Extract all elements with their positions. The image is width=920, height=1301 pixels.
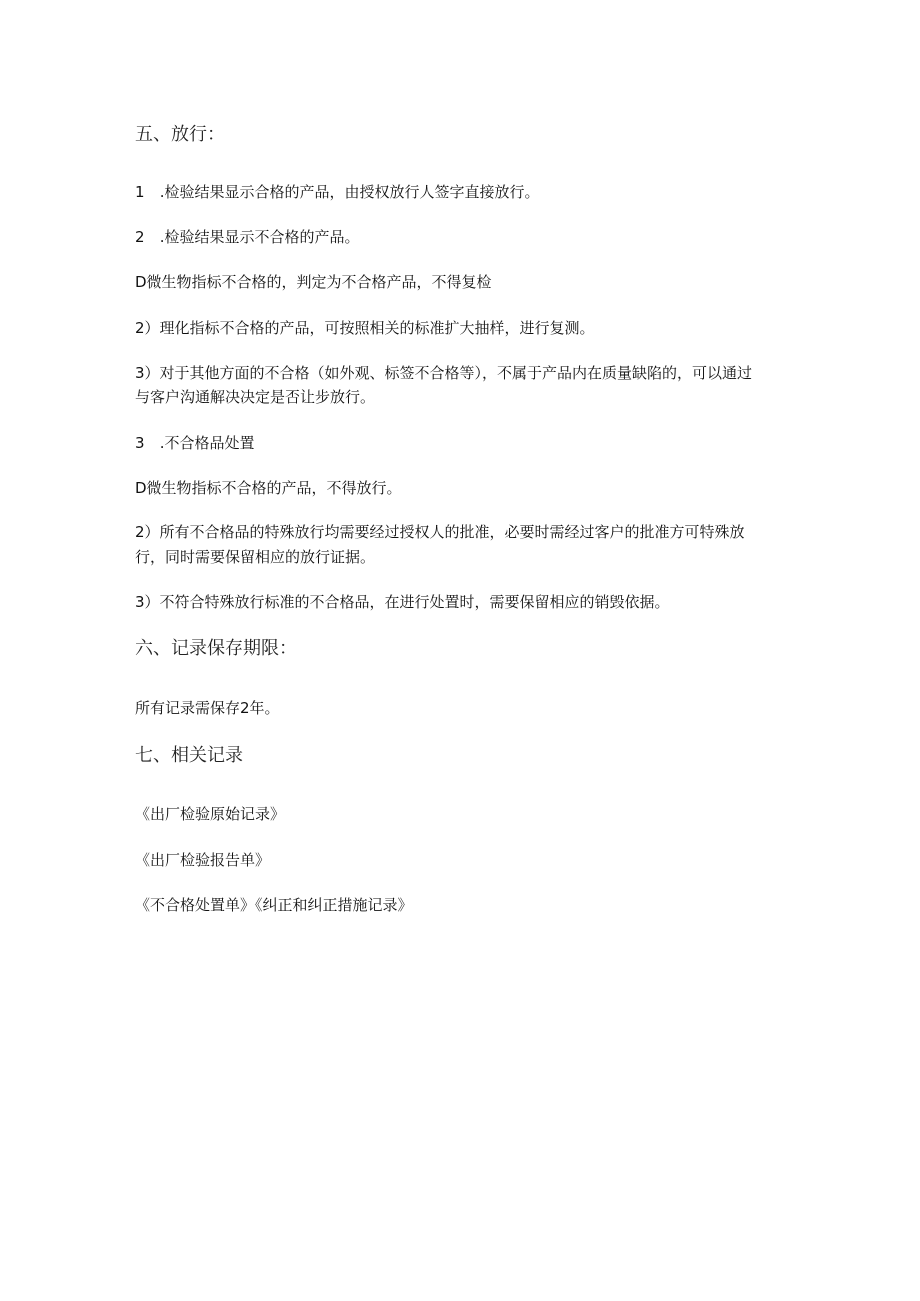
record-item-2: 《出厂检验报告单》: [135, 851, 271, 869]
release-item-3-sub-2-line-1: 2）所有不合格品的特殊放行均需要经过授权人的批准，必要时需经过客户的批准方可特殊放: [135, 523, 745, 541]
release-item-3-sub-1: D微生物指标不合格的产品，不得放行。: [135, 479, 402, 497]
release-item-2-sub-2: 2）理化指标不合格的产品，可按照相关的标准扩大抽样，进行复测。: [135, 319, 595, 337]
release-item-3-sub-2-line-2: 行，同时需要保留相应的放行证据。: [135, 548, 376, 566]
release-item-2: [135, 226, 360, 248]
record-item-1: 《出厂检验原始记录》: [135, 805, 286, 823]
section-heading-records: 七、相关记录: [135, 745, 243, 766]
section-heading-retention: 六、记录保存期限：: [135, 638, 297, 659]
release-item-3: [135, 432, 255, 454]
release-item-3-number: 3: [135, 434, 145, 452]
release-item-3-text: .不合格品处置: [159, 434, 255, 452]
release-item-3-sub-3: 3）不符合特殊放行标准的不合格品，在进行处置时，需要保留相应的销毁依据。: [135, 593, 670, 611]
release-item-2-text: .检验结果显示不合格的产品。: [159, 228, 360, 246]
release-item-1-text: .检验结果显示合格的产品，由授权放行人签字直接放行。: [159, 183, 540, 201]
record-item-3: 《不合格处置单》《纠正和纠正措施记录》: [135, 896, 413, 914]
release-item-2-sub-3-line-1: 3）对于其他方面的不合格（如外观、标签不合格等），不属于产品内在质量缺陷的，可以通过: [135, 364, 753, 382]
retention-text: 所有记录需保存2年。: [135, 699, 280, 717]
release-item-2-sub-1: D微生物指标不合格的，判定为不合格产品，不得复检: [135, 273, 492, 291]
release-item-2-number: 2: [135, 228, 145, 246]
release-item-1: [135, 181, 540, 203]
section-heading-release: 五、放行：: [135, 124, 225, 145]
release-item-2-sub-3-line-2: 与客户沟通解决决定是否让步放行。: [135, 388, 376, 406]
release-item-1-number: 1: [135, 183, 145, 201]
